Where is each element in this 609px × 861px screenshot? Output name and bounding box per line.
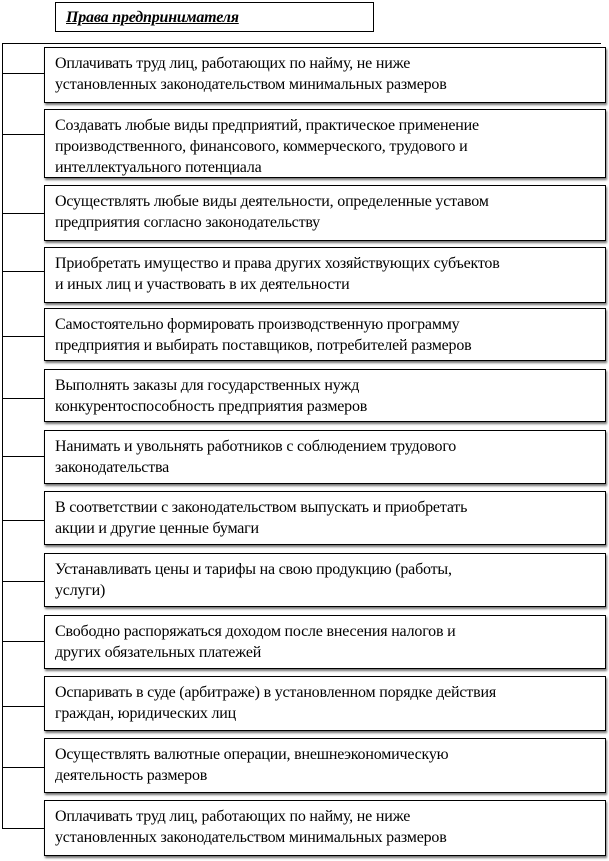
right-item-box xyxy=(44,491,606,545)
right-item-box xyxy=(44,369,606,422)
right-item-text: Осуществлять валютные операции, внешнеэкономическую деятельность размеров xyxy=(55,746,449,784)
branch-connector-line xyxy=(2,456,44,457)
right-item-box xyxy=(44,430,606,484)
branch-connector-line xyxy=(2,767,44,768)
right-item-text: Оплачивать труд лиц, работающих по найму, не ниже установленных законодательством минимальных размеров xyxy=(55,808,447,846)
right-item-box xyxy=(44,738,606,793)
right-item-text: Свободно распоряжаться доходом после внесения налогов и других обязательных платежей xyxy=(55,623,456,661)
vertical-rail-line xyxy=(2,43,3,828)
right-item-text: Нанимать и увольнять работников с соблюдением трудового законодательства xyxy=(55,438,457,476)
branch-connector-line xyxy=(2,641,44,642)
branch-connector-line xyxy=(2,271,44,272)
header-box xyxy=(55,2,374,32)
branch-connector-line xyxy=(2,706,44,707)
right-item-text: Устанавливать цены и тарифы на свою продукцию (работы, услуги) xyxy=(55,561,452,599)
right-item-box xyxy=(44,109,606,178)
right-item-text: Оплачивать труд лиц, работающих по найму, не ниже установленных законодательством минимальных размеров xyxy=(55,55,447,93)
branch-connector-line xyxy=(2,73,44,74)
branch-connector-line xyxy=(2,828,44,829)
right-item-box xyxy=(44,676,606,731)
right-item-box xyxy=(44,247,606,303)
branch-connector-line xyxy=(2,134,44,135)
right-item-box xyxy=(44,185,606,241)
right-item-box xyxy=(44,308,606,361)
right-item-box xyxy=(44,553,606,607)
right-item-text: В соответствии с законодательством выпускать и приобретать акции и другие ценные бумаги xyxy=(55,499,468,537)
right-item-box xyxy=(44,47,606,103)
top-connector-line xyxy=(2,43,601,44)
header-title: Права предпринимателя xyxy=(66,9,239,26)
right-item-text: Создавать любые виды предприятий, практическое применение производственного, финансового, коммерческого, трудового и интеллектуального потенциала xyxy=(55,117,479,176)
branch-connector-line xyxy=(2,336,44,337)
branch-connector-line xyxy=(2,398,44,399)
right-item-text: Приобретать имущество и права других хозяйствующих субъектов и иных лиц и участвовать в их деятельности xyxy=(55,255,500,293)
branch-connector-line xyxy=(2,520,44,521)
right-item-text: Самостоятельно формировать производственную программу предприятия и выбирать поставщиков, потребителей размеров xyxy=(55,316,472,354)
right-item-text: Оспаривать в суде (арбитраже) в установленном порядке действия граждан, юридических лиц xyxy=(55,684,496,722)
branch-connector-line xyxy=(2,213,44,214)
right-item-text: Выполнять заказы для государственных нужд конкурентоспособность предприятия размеров xyxy=(55,377,368,415)
right-item-box xyxy=(44,615,606,669)
branch-connector-line xyxy=(2,581,44,582)
right-item-box xyxy=(44,800,606,856)
right-item-text: Осуществлять любые виды деятельности, определенные уставом предприятия согласно законодательству xyxy=(55,193,489,231)
